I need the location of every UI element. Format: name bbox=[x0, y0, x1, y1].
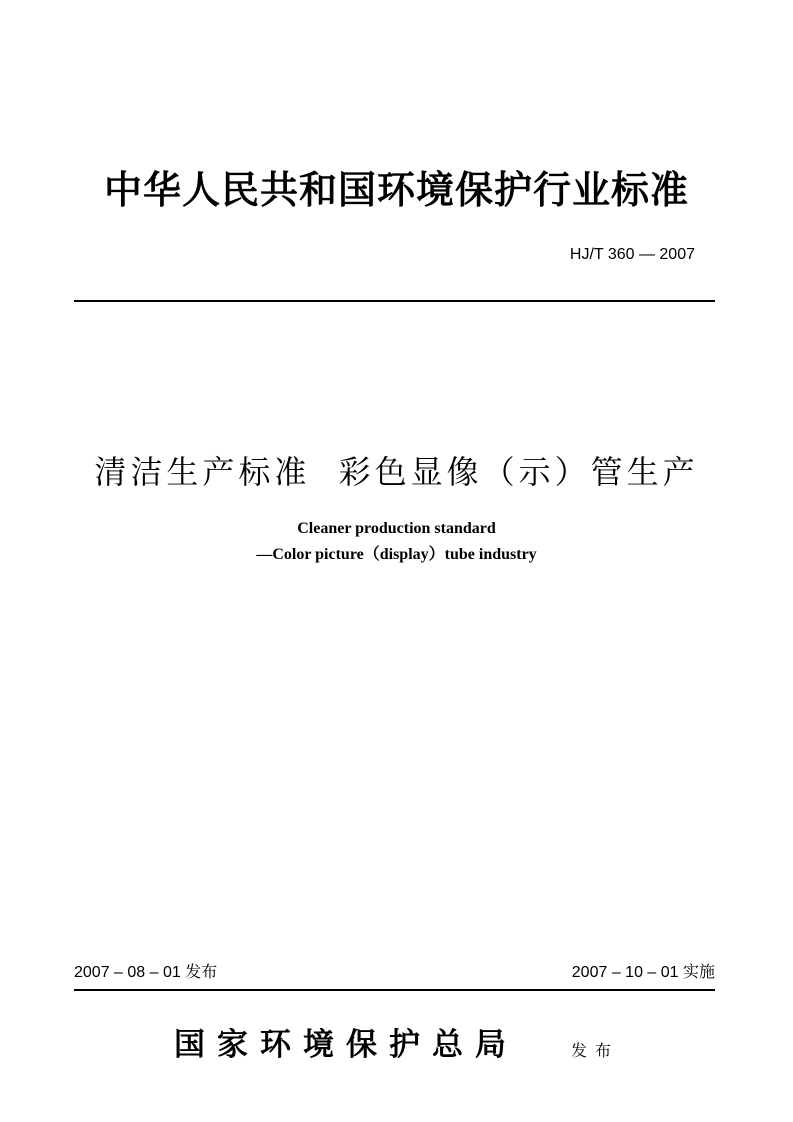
issuing-authority-suffix: 发布 bbox=[571, 1041, 620, 1060]
document-title-english-line1: Cleaner production standard bbox=[297, 520, 496, 537]
implementation-date: 2007 – 10 – 01 实施 bbox=[571, 964, 715, 981]
top-divider bbox=[74, 300, 715, 302]
standard-number: HJ/T 360 — 2007 bbox=[569, 246, 695, 263]
org-title: 中华人民共和国环境保护行业标准 bbox=[103, 167, 689, 212]
issue-date: 2007 – 08 – 01 发布 bbox=[74, 964, 218, 981]
issuing-authority: 国家环境保护总局 bbox=[174, 1027, 518, 1063]
document-title-english-line2: —Color picture（display）tube industry bbox=[256, 546, 537, 563]
bottom-divider bbox=[74, 989, 715, 991]
document-title-chinese: 清洁生产标准 彩色显像（示）管生产 bbox=[94, 453, 699, 491]
